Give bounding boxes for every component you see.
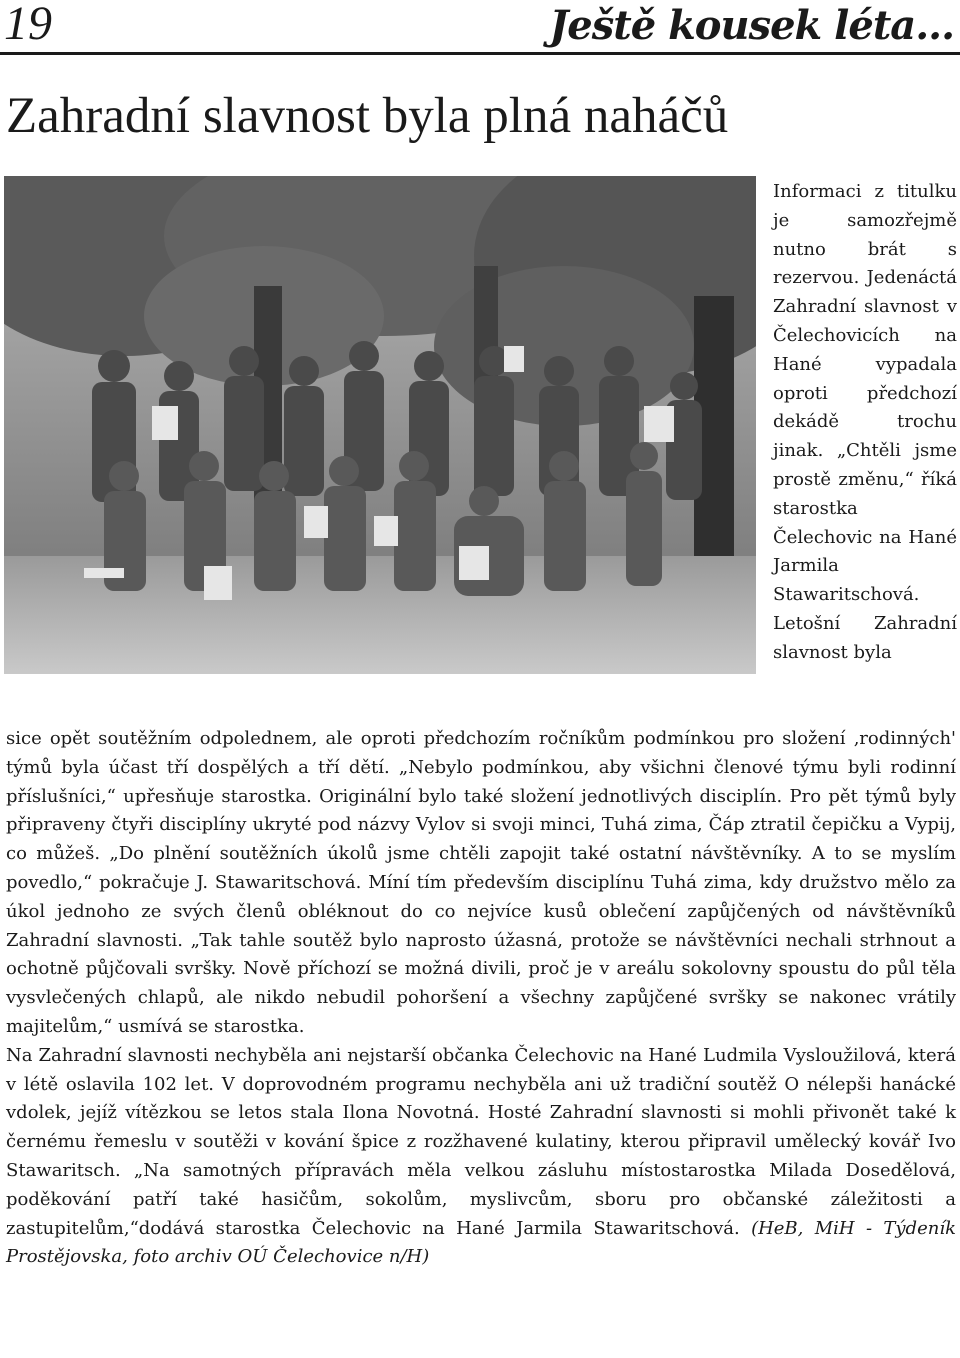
header-rule [0, 52, 960, 55]
group-photo [4, 176, 756, 674]
section-title: Ještě kousek léta... [549, 2, 954, 49]
page-number: 19 [4, 0, 52, 50]
article-side-column: Informaci z titulku je samozřejmě nutno brát s rezervou. Jedenáctá Zahradní slavnost v Čelechovicích na Hané vypadala oproti předchozí dekádě trochu jinak. „Chtěli jsme prostě změnu,“ říká starostka Čelechovic na Hané Jarmila Stawaritschová. Letošní Zahradní slavnost byla [773, 181, 957, 663]
article-paragraph-text: Na Zahradní slavnosti nechyběla ani nejstarší občanka Čelechovic na Hané Ludmila Vysloužilová, která v létě oslavila 102 let. V doprovodném programu nechyběla ani už tradiční soutěž O nélepši hanácké vdolek, jejíž vítězkou se letos stala Ilona Novotná. Hosté Zahradní slavnosti si mohli přivonět také k černému řemeslu v soutěži v kování špice z rozžhavené kulatiny, kterou připravil umělecký kovář Ivo Stawaritsch. „Na samotných přípravách měla velkou zásluhu místostarostka Milada Dosedělová, poděkování patří také hasičům, sokolům, myslivcům, sboru pro občanské záležitosti a zastupitelům,“dodává starostka Čelechovic na Hané Jarmila Stawaritschová. [6, 1044, 956, 1239]
article-body [6, 725, 956, 1272]
photo-credit: (HeB, MiH - Týdeník Prostějovska, foto archiv OÚ Čelechovice n/H) [6, 1217, 956, 1268]
article-paragraph [6, 1042, 956, 1272]
page-header [0, 0, 960, 52]
article-paragraph: sice opět soutěžním odpolednem, ale oproti předchozím ročníkům podmínkou pro složení ‚rodinných' týmů byla účast tří dospělých a tří dětí. „Nebylo podmínkou, aby všichni členové týmu byli rodinní příslušníci,“ upřesňuje starostka. Originální bylo také složení jednotlivých disciplín. Pro pět týmů byly připraveny čtyři disciplíny ukryté pod názvy Vylov si svoji minci, Tuhá zima, Čáp ztratil čepičku a Vypij, co můžeš. „Do plnění soutěžních úkolů jsme chtěli zapojit také ostatní návštěvníky. A to se myslím povedlo,“ pokračuje J. Stawaritschová. Míní tím především disciplínu Tuhá zima, kdy družstvo mělo za úkol jednoho ze svých členů obléknout do co nejvíce kusů oblečení zapůjčených od návštěvníků Zahradní slavnosti. „Tak tahle soutěž bylo naprosto úžasná, protože se návštěvníci nechali strhnout a ochotně půjčovali svršky. Nově příchozí se možná divili, proč je v areálu sokolovny spoustu do půl těla vysvlečených chlapů, ale nikdo nebudil pohoršení a všechny zapůjčené svršky se nakonec vrátily majitelům,“ usmívá se starostka. [6, 728, 956, 1037]
article-headline: Zahradní slavnost byla plná naháčů [6, 88, 729, 144]
